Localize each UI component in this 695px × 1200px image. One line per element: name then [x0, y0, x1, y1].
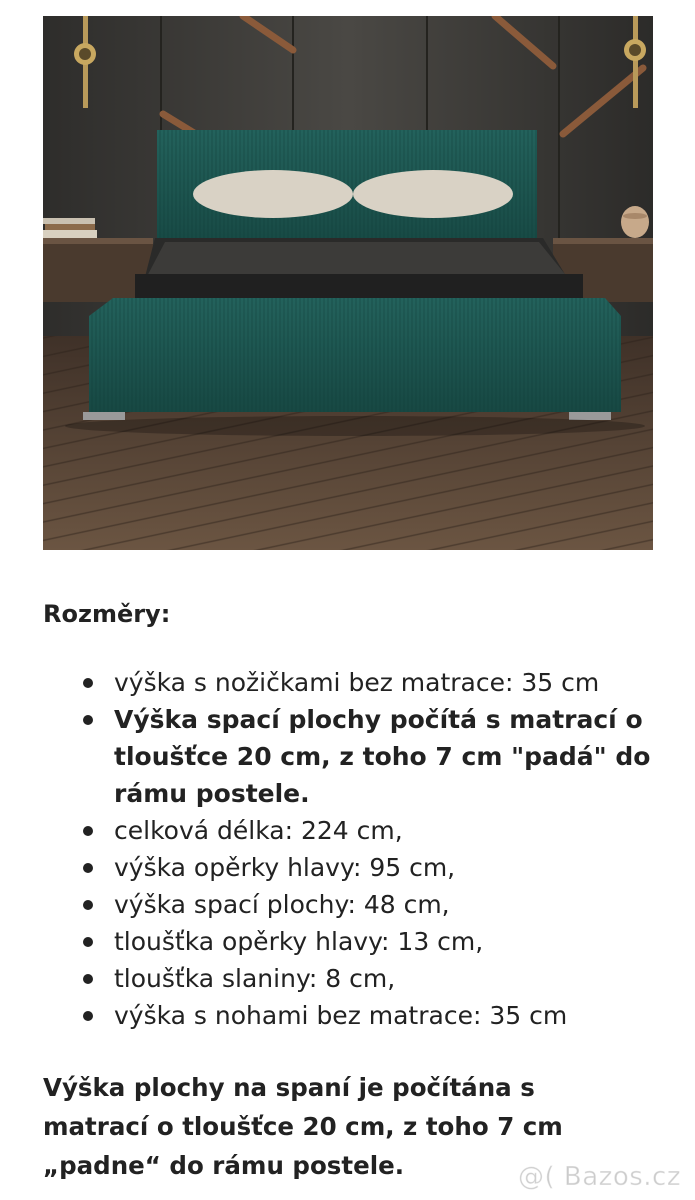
bullet-icon — [83, 715, 93, 725]
spec-item — [43, 812, 663, 849]
spec-item — [43, 664, 663, 701]
bullet-icon — [83, 678, 93, 688]
bullet-icon — [83, 900, 93, 910]
spec-item — [43, 960, 663, 997]
bullet-icon — [83, 826, 93, 836]
product-description — [43, 596, 663, 1185]
summary-text: Výška plochy na spaní je počítána s matrací o tloušťce 20 cm, z toho 7 cm „padne“ do rámu postele. — [43, 1073, 563, 1180]
spec-item — [43, 923, 663, 960]
spec-item — [43, 849, 663, 886]
spec-text: výška s nohami bez matrace: 35 cm — [114, 1001, 568, 1030]
bullet-icon — [83, 1011, 93, 1021]
product-photo — [43, 16, 653, 550]
spec-text: výška opěrky hlavy: 95 cm, — [114, 853, 456, 882]
spec-item — [43, 997, 663, 1034]
bullet-icon — [83, 863, 93, 873]
spec-item — [43, 701, 663, 812]
spec-item — [43, 886, 663, 923]
bullet-icon — [83, 937, 93, 947]
spec-text: výška spací plochy: 48 cm, — [114, 890, 450, 919]
spec-text: tloušťka slaniny: 8 cm, — [114, 964, 396, 993]
specs-list — [43, 664, 663, 1034]
spec-text: Výška spací plochy počítá s matrací o tloušťce 20 cm, z toho 7 cm "padá" do rámu postele. — [114, 705, 651, 808]
bullet-icon — [83, 974, 93, 984]
spec-text: celková délka: 224 cm, — [114, 816, 403, 845]
spec-text: výška s nožičkami bez matrace: 35 cm — [114, 668, 600, 697]
section-heading: Rozměry: — [43, 600, 171, 628]
watermark-logo: @( Bazos.cz — [518, 1162, 681, 1192]
spec-text: tloušťka opěrky hlavy: 13 cm, — [114, 927, 484, 956]
